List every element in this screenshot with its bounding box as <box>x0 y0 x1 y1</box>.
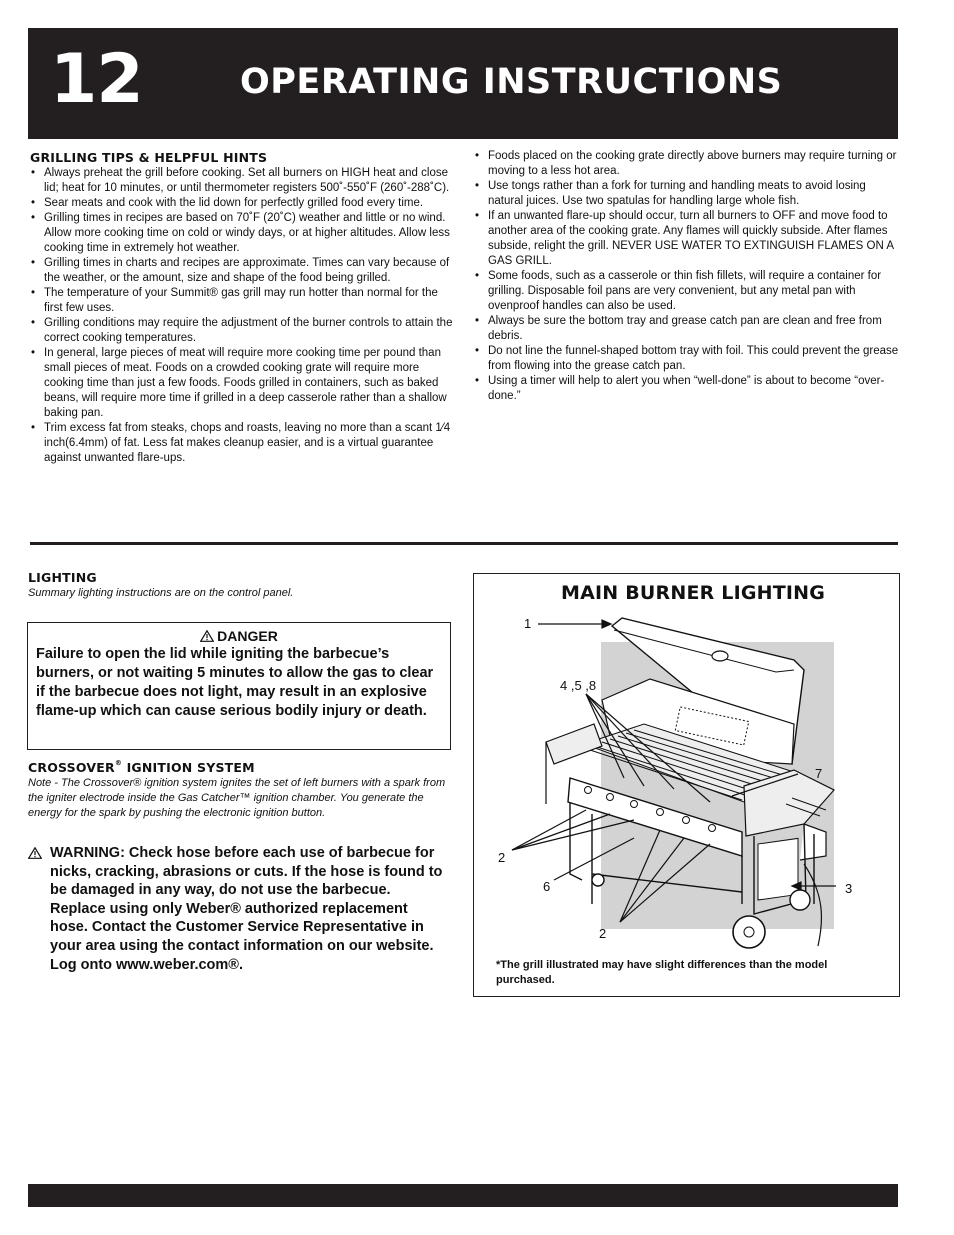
danger-box <box>27 622 451 750</box>
list-item: • Some foods, such as a casserole or thin fish fillets, will require a container for grilling. Disposable foil pans are very convenient, but any metal pan with ovenproof handles can also be used. <box>474 269 900 314</box>
grilling-tips-list <box>30 166 454 466</box>
list-item: • Trim excess fat from steaks, chops and roasts, leaving no more than a scant 1⁄4 inch(6.4mm) of fat. Less fat makes cleanup easier, and is a virtual guarantee against unwanted flare-ups. <box>30 421 454 466</box>
grilling-tips-heading: GRILLING TIPS & HELPFUL HINTS <box>30 150 268 165</box>
list-item: • In general, large pieces of meat will require more cooking time per pound than small pieces of meat. Foods on a crowded cooking grate will require more cooking time than just a few foods. Foods grilled in containers, such as baked beans, will require more time if grilled in a deep casserole rather than a shallow baking pan. <box>30 346 454 421</box>
grilling-tips-list-continued <box>474 149 900 404</box>
figure-footnote: *The grill illustrated may have slight differences than the model purchased. <box>496 959 828 986</box>
page-number: 12 <box>50 40 143 119</box>
crossover-heading: CROSSOVER® IGNITION SYSTEM <box>28 759 255 775</box>
list-item: • Grilling times in recipes are based on 70˚F (20˚C) weather and little or no wind. Allow more cooking time on cold or windy days, or at higher altitudes. Allow less cooking time in extremely hot weather. <box>30 211 454 256</box>
list-item: • If an unwanted flare-up should occur, turn all burners to OFF and move food to another area of the cooking grate. Any flames will quickly subside. After flames subside, relight the grill. NEVER USE WATER TO EXTINGUISH FLAMES ON A GAS GRILL. <box>474 209 900 269</box>
list-item: • Foods placed on the cooking grate directly above burners may require turning or moving to a less hot area. <box>474 149 900 179</box>
lighting-note: Summary lighting instructions are on the control panel. <box>28 587 294 599</box>
list-item: • Do not line the funnel-shaped bottom tray with foil. This could prevent the grease from flowing into the grease catch pan. <box>474 344 900 374</box>
list-item: • Grilling times in charts and recipes are approximate. Times can vary because of the weather, or the amount, size and shape of the food being grilled. <box>30 256 454 286</box>
list-item: • Always preheat the grill before cooking. Set all burners on HIGH heat and close lid; heat for 10 minutes, or until thermometer registers 500˚-550˚F (260˚-288˚C). <box>30 166 454 196</box>
lighting-section <box>28 570 458 601</box>
warning-triangle-icon <box>28 847 42 859</box>
grilling-tips-left-column <box>30 150 454 466</box>
main-burner-lighting-figure <box>473 573 900 997</box>
danger-title <box>36 628 442 644</box>
list-item: • Grilling conditions may require the adjustment of the burner controls to attain the correct cooking temperatures. <box>30 316 454 346</box>
callout-label: 4 ,5 ,8 <box>560 678 597 693</box>
crossover-note: Note - The Crossover® ignition system ignites the set of left burners with a spark from the igniter electrode inside the Gas Catcher™ ignition chamber. You generate the energy for the spark by pushing the electronic ignition button. <box>28 777 446 819</box>
section-divider <box>30 542 898 545</box>
list-item: • Sear meats and cook with the lid down for perfectly grilled food every time. <box>30 196 454 211</box>
list-item: • The temperature of your Summit® gas grill may run hotter than normal for the first few uses. <box>30 286 454 316</box>
warning-triangle-icon <box>200 630 214 642</box>
hose-warning <box>28 844 448 974</box>
callout-label: 3 <box>845 881 853 896</box>
list-item: • Use tongs rather than a fork for turning and handling meats to avoid losing natural juices. Use two spatulas for handling large whole fish. <box>474 179 900 209</box>
callout-label: 2 <box>498 850 506 865</box>
warning-text: WARNING: Check hose before each use of barbecue for nicks, cracking, abrasions or cuts. If the hose is found to be damaged in any way, do not use the barbecue. Replace using only Weber® authorized replacement hose. Contact the Customer Service Representative in your area using the contact information on our website. Log onto www.weber.com®. <box>50 845 443 973</box>
page-footer-bar <box>28 1184 898 1207</box>
grill-illustration <box>474 574 901 954</box>
figure-title: MAIN BURNER LIGHTING <box>561 582 826 604</box>
page-title: OPERATING INSTRUCTIONS <box>240 62 783 102</box>
callout-label: 7 <box>815 766 823 781</box>
lighting-heading: LIGHTING <box>28 570 97 585</box>
callout-label: 1 <box>524 616 532 631</box>
list-item: • Always be sure the bottom tray and grease catch pan are clean and free from debris. <box>474 314 900 344</box>
page-header <box>28 28 898 139</box>
callout-label: 2 <box>599 926 607 941</box>
callout-label: 6 <box>543 879 551 894</box>
grilling-tips-right-column <box>474 149 900 404</box>
list-item: • Using a timer will help to alert you when “well-done” is about to become “over-done.” <box>474 374 900 404</box>
crossover-section <box>28 760 458 821</box>
danger-body: Failure to open the lid while igniting the barbecue’s burners, or not waiting 5 minutes to allow the gas to clear if the barbecue does not light, may result in an explosive flame-up which can cause serious bodily injury or death. <box>36 646 434 719</box>
danger-label: DANGER <box>217 628 278 644</box>
